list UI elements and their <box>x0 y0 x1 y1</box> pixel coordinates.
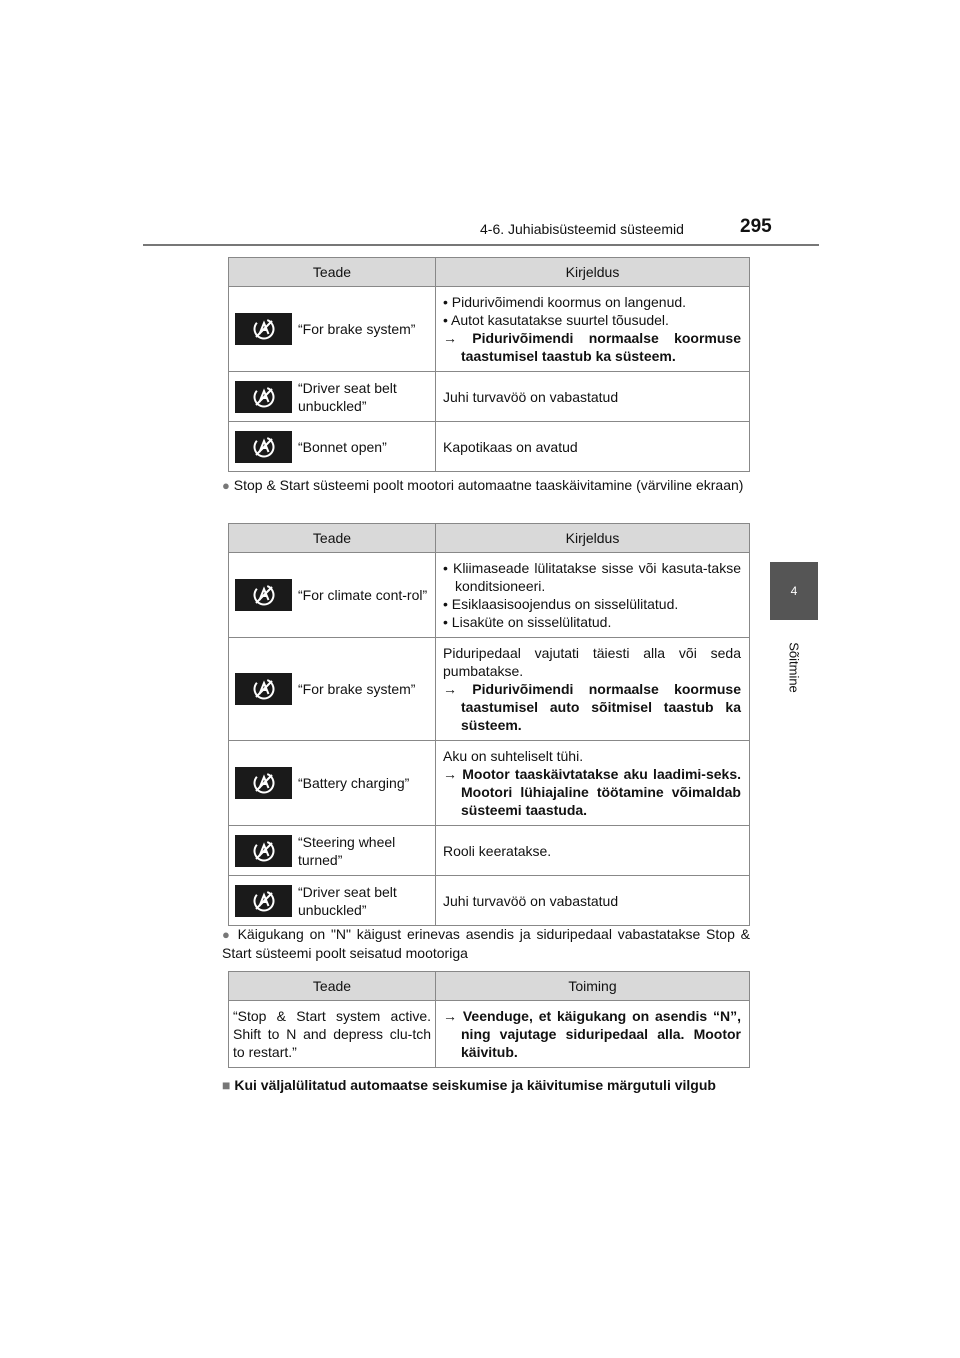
description-action: → Mootor taaskäivtatakse aku laadimi-seks. Mootori lühiajaline töötamine võimaldab süsteemi taastuda. <box>443 766 741 818</box>
column-header-description: Kirjeldus <box>436 524 750 553</box>
page-number: 295 <box>740 216 772 237</box>
table-row <box>229 553 750 638</box>
column-header-message: Teade <box>229 524 436 553</box>
stop-start-off-icon <box>235 673 292 705</box>
section-heading <box>222 1077 716 1093</box>
message-text: “Steering wheel turned” <box>298 833 396 868</box>
table-row <box>229 422 750 472</box>
stop-start-off-icon <box>235 579 292 611</box>
description-line: Juhi turvavöö on vabastatud <box>443 388 619 405</box>
stop-start-off-icon <box>235 313 292 345</box>
description-action: → Pidurivõimendi normaalse koormuse taastumisel taastub ka süsteem. <box>443 330 741 364</box>
chapter-label: Sõitmine <box>786 642 802 693</box>
table-row <box>229 741 750 826</box>
message-text: “For climate cont-rol” <box>298 587 428 603</box>
message-text: “Stop & Start system active. Shift to N and depress clu-tch to restart.” <box>233 1008 431 1060</box>
bullet-marker: ● <box>222 478 230 493</box>
description-line: • Esiklaasisoojendus on sisselülitatud. <box>443 596 679 612</box>
bullet-paragraph-1 <box>222 476 750 495</box>
stop-start-off-icon <box>235 431 292 463</box>
action-table <box>228 971 750 1068</box>
column-header-description: Kirjeldus <box>436 258 750 287</box>
description-line: Kapotikaas on avatud <box>443 438 578 455</box>
message-text: “Driver seat belt unbuckled” <box>298 883 397 918</box>
table-row <box>229 287 750 372</box>
bullet-text: Käigukang on "N" käigust erinevas asendis ja siduripedaal vabastatakse Stop & Start süsteemi poolt seisatud mootoriga <box>222 926 751 961</box>
table-row <box>229 638 750 741</box>
column-header-message: Teade <box>229 972 436 1001</box>
column-header-message: Teade <box>229 258 436 287</box>
description-line: • Kliimaseade lülitatakse sisse või kasuta-takse konditsioneeri. <box>443 560 741 594</box>
description-action: → Pidurivõimendi normaalse koormuse taastumisel auto sõitmisel taastub ka süsteem. <box>443 681 741 733</box>
description-line: Rooli keeratakse. <box>443 842 552 859</box>
header-divider <box>143 244 819 246</box>
bullet-marker: ● <box>222 927 232 942</box>
description-line: • Pidurivõimendi koormus on langenud. <box>443 294 687 310</box>
stop-start-off-icon <box>235 767 292 799</box>
chapter-tab: 4 <box>770 562 818 620</box>
action-text: → Veenduge, et käigukang on asendis “N”, ning vajutage siduripedaal alla. Mootor käivitub. <box>443 1008 741 1060</box>
message-text: “Driver seat belt unbuckled” <box>298 379 397 414</box>
description-line: Piduripedaal vajutati täiesti alla või seda pumbatakse. <box>443 645 741 679</box>
message-text: “For brake system” <box>298 681 416 697</box>
stop-start-off-icon <box>235 835 292 867</box>
heading-marker: ■ <box>222 1077 231 1093</box>
table-row <box>229 826 750 876</box>
bullet-text: Stop & Start süsteemi poolt mootori automaatne taaskäivitamine (värviline ekraan) <box>233 477 744 493</box>
description-line: Aku on suhteliselt tühi. <box>443 748 584 764</box>
message-table-1 <box>228 257 750 472</box>
description-line: • Autot kasutatakse suurtel tõusudel. <box>443 312 669 328</box>
description-line: • Lisaküte on sisselülitatud. <box>443 614 612 630</box>
section-title: 4-6. Juhiabisüsteemid süsteemid <box>480 221 684 237</box>
message-text: “Battery charging” <box>298 775 410 791</box>
stop-start-off-icon <box>235 381 292 413</box>
message-table-2 <box>228 523 750 926</box>
message-text: “Bonnet open” <box>298 438 387 455</box>
description-line: Juhi turvavöö on vabastatud <box>443 892 619 909</box>
stop-start-off-icon <box>235 885 292 917</box>
message-text: “For brake system” <box>298 321 416 337</box>
table-row <box>229 1001 750 1068</box>
column-header-action: Toiming <box>436 972 750 1001</box>
bullet-paragraph-2 <box>222 925 750 963</box>
table-row <box>229 372 750 422</box>
heading-text: Kui väljalülitatud automaatse seiskumise ja käivitumise märgutuli vilgub <box>234 1077 716 1093</box>
table-row <box>229 876 750 926</box>
